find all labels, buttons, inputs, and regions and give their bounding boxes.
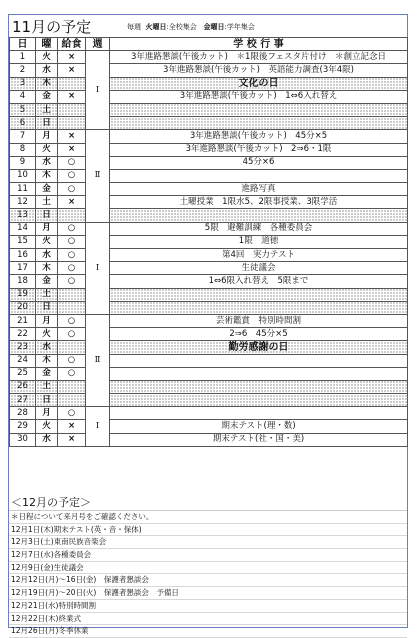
december-item: 12月19日(月)～20日(火) 保護者懇談会 予備日 [9,587,407,600]
day-cell: 29 [10,420,36,433]
table-row [10,235,408,248]
lunch-cell: × [58,196,86,209]
day-cell: 11 [10,183,36,196]
lunch-cell: ○ [58,314,86,327]
weekday-cell: 水 [36,156,58,169]
title-row [9,15,407,38]
lunch-cell: ○ [58,367,86,380]
event-cell: 文化の日 [110,77,408,90]
day-cell: 23 [10,341,36,354]
event-cell: 生徒議会 [110,262,408,275]
december-item: 12月26日(月)冬季休業 [9,625,407,638]
event-cell: 2⇒6 45分×5 [110,328,408,341]
lunch-cell: × [58,64,86,77]
lunch-cell: ○ [58,328,86,341]
weekday-cell: 月 [36,130,58,143]
weekday-cell: 土 [36,103,58,116]
day-cell: 20 [10,301,36,314]
event-cell [110,301,408,314]
day-cell: 7 [10,130,36,143]
legend-friday-label: 金曜日 [203,23,225,31]
table-row [10,222,408,235]
day-cell: 3 [10,77,36,90]
table-row [10,64,408,77]
weekday-cell: 木 [36,77,58,90]
day-cell: 27 [10,394,36,407]
table-row [10,103,408,116]
table-row [10,169,408,182]
day-cell: 1 [10,51,36,64]
weekday-cell: 土 [36,196,58,209]
weekday-cell: 水 [36,249,58,262]
weekday-cell: 水 [36,433,58,446]
table-row [10,380,408,393]
day-cell: 8 [10,143,36,156]
legend-friday-text: :学年集会 [224,23,255,31]
day-cell: 30 [10,433,36,446]
legend-tuesday-label: 火曜日 [145,23,167,31]
weekday-cell: 月 [36,314,58,327]
event-cell [110,394,408,407]
event-cell: 期末テスト(社・国・美) [110,433,408,446]
day-cell: 4 [10,90,36,103]
day-cell: 10 [10,169,36,182]
day-cell: 25 [10,367,36,380]
lunch-cell: ○ [58,275,86,288]
lunch-cell [58,103,86,116]
december-item: 12月12日(月)～16日(金) 保護者懇談会 [9,574,407,587]
event-cell: 勤労感謝の日 [110,341,408,354]
schedule-sheet [8,14,408,636]
weekday-cell: 火 [36,51,58,64]
lunch-cell: × [58,51,86,64]
lunch-cell: × [58,433,86,446]
event-cell [110,367,408,380]
event-cell [110,209,408,222]
lunch-cell [58,301,86,314]
header-lunch: 給食 [58,38,86,51]
december-section [9,496,407,638]
day-cell: 26 [10,380,36,393]
day-cell: 13 [10,209,36,222]
event-cell [110,380,408,393]
december-item: 12月7日(水)各種委員会 [9,549,407,562]
event-cell [110,288,408,301]
day-cell: 12 [10,196,36,209]
december-item: 12月3日(土)東南民族音楽会 [9,536,407,549]
lunch-cell: ○ [58,354,86,367]
weekday-cell: 金 [36,367,58,380]
december-item: 12月22日(木)終業式 [9,613,407,626]
day-cell: 21 [10,314,36,327]
weekday-cell: 水 [36,64,58,77]
weekday-cell: 火 [36,328,58,341]
event-cell: 45分×6 [110,156,408,169]
day-cell: 5 [10,103,36,116]
header-weekday: 曜 [36,38,58,51]
table-row [10,394,408,407]
table-row [10,130,408,143]
calendar-body [10,51,408,447]
day-cell: 18 [10,275,36,288]
header-row [10,38,408,51]
day-cell: 14 [10,222,36,235]
legend-tuesday-text: :全校集会 [166,23,197,31]
table-row [10,341,408,354]
event-cell: 1⇔6限入れ替え 5限まで [110,275,408,288]
event-cell: 第4回 実力テスト [110,249,408,262]
page-title: 11月の予定 [12,18,92,36]
lunch-cell: ○ [58,156,86,169]
event-cell: 3年進路懇談(午後カット) ＊1限後フェスタ片付け ＊創立記念日 [110,51,408,64]
weekday-cell: 火 [36,420,58,433]
day-cell: 24 [10,354,36,367]
day-cell: 2 [10,64,36,77]
day-cell: 19 [10,288,36,301]
weekday-cell: 日 [36,209,58,222]
december-title: ＜12月の予定＞ [9,496,407,511]
event-cell: 芸術鑑賞 特別時間割 [110,314,408,327]
weekday-cell: 火 [36,143,58,156]
event-cell [110,117,408,130]
lunch-cell: × [58,420,86,433]
weekday-cell: 土 [36,380,58,393]
day-cell: 22 [10,328,36,341]
lunch-cell [58,394,86,407]
weekday-cell: 水 [36,341,58,354]
table-row [10,354,408,367]
table-row [10,117,408,130]
table-row [10,143,408,156]
table-row [10,288,408,301]
weekday-cell: 日 [36,301,58,314]
table-row [10,314,408,327]
week-cell: Ⅱ [86,130,110,222]
day-cell: 17 [10,262,36,275]
event-cell: 土曜授業 1限水5、2限事授業、3限学活 [110,196,408,209]
weekday-cell: 金 [36,183,58,196]
legend-every: 毎週 [127,23,141,31]
lunch-cell: ○ [58,235,86,248]
table-row [10,301,408,314]
event-cell: 3年進路懇談(午後カット) 45分×5 [110,130,408,143]
table-row [10,156,408,169]
weekday-cell: 日 [36,394,58,407]
event-cell: 3年進路懇談(午後カット) 1⇔6入れ替え [110,90,408,103]
weekday-cell: 日 [36,117,58,130]
event-cell: 進路写真 [110,183,408,196]
december-item: ＊日程について来月号をご確認ください。 [9,511,407,524]
table-row [10,367,408,380]
header-week: 週 [86,38,110,51]
weekday-cell: 木 [36,262,58,275]
weekday-cell: 木 [36,354,58,367]
week-cell: Ⅱ [86,314,110,406]
table-row [10,407,408,420]
event-cell: 1限 道徳 [110,235,408,248]
day-cell: 16 [10,249,36,262]
week-cell: Ⅰ [86,407,110,447]
lunch-cell: ○ [58,262,86,275]
day-cell: 9 [10,156,36,169]
lunch-cell [58,209,86,222]
table-row [10,51,408,64]
table-row [10,77,408,90]
table-row [10,183,408,196]
lunch-cell: ○ [58,169,86,182]
event-cell: 3年進路懇談(午後カット) 英語能力調査(3年4限) [110,64,408,77]
lunch-cell: ○ [58,183,86,196]
table-row [10,249,408,262]
november-calendar-table [9,37,408,447]
weekday-cell: 月 [36,222,58,235]
lunch-cell [58,341,86,354]
week-cell: Ⅰ [86,222,110,314]
lunch-cell: × [58,143,86,156]
weekday-cell: 月 [36,407,58,420]
table-row [10,420,408,433]
lunch-cell [58,77,86,90]
lunch-cell: ○ [58,407,86,420]
table-row [10,209,408,222]
table-row [10,275,408,288]
december-list [9,511,407,638]
week-cell: Ⅰ [86,51,110,130]
weekday-cell: 土 [36,288,58,301]
lunch-cell: × [58,90,86,103]
weekday-cell: 金 [36,275,58,288]
table-row [10,433,408,446]
day-cell: 28 [10,407,36,420]
table-row [10,196,408,209]
lunch-cell [58,288,86,301]
weekday-cell: 金 [36,90,58,103]
event-cell: 3年進路懇談(午後カット) 2⇒6・1限 [110,143,408,156]
table-row [10,328,408,341]
table-row [10,90,408,103]
day-cell: 6 [10,117,36,130]
event-cell [110,407,408,420]
lunch-cell: ○ [58,249,86,262]
event-cell [110,354,408,367]
weekday-cell: 火 [36,235,58,248]
lunch-cell: ○ [58,222,86,235]
lunch-cell [58,117,86,130]
header-events: 学 校 行 事 [110,38,408,51]
table-row [10,262,408,275]
event-cell: 5限 避難訓練 各種委員会 [110,222,408,235]
assembly-legend [127,22,255,32]
december-item: 12月1日(木)期末テスト(英・音・保体) [9,524,407,537]
december-item: 12月9日(金)生徒議会 [9,562,407,575]
header-day: 日 [10,38,36,51]
day-cell: 15 [10,235,36,248]
lunch-cell: × [58,130,86,143]
december-item: 12月21日(水)特別時間割 [9,600,407,613]
event-cell [110,169,408,182]
event-cell [110,103,408,116]
weekday-cell: 木 [36,169,58,182]
lunch-cell [58,380,86,393]
event-cell: 期末テスト(理・数) [110,420,408,433]
